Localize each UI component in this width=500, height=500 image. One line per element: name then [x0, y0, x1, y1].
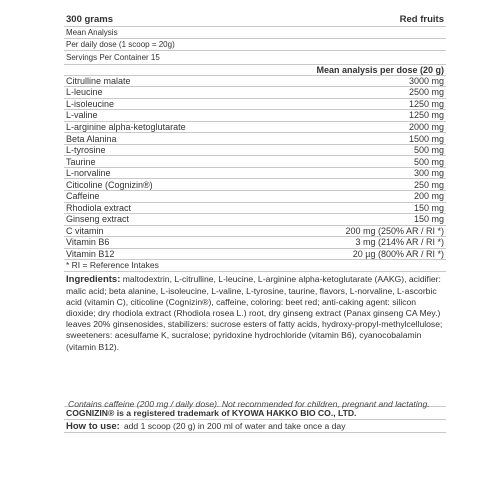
nutrient-value: 1250 mg: [408, 98, 444, 109]
nutrient-name: Taurine: [66, 156, 96, 167]
daily-dose-label: Per daily dose (1 scoop = 20g): [66, 40, 175, 49]
nutrient-name: C vitamin: [66, 225, 104, 236]
nutrient-name: L-tyrosine: [66, 145, 106, 156]
nutrient-name: Caffeine: [66, 191, 100, 202]
trademark-notice: COGNIZIN® is a registered trademark of KYOWA HAKKO BIO CO., LTD.: [64, 407, 446, 420]
ingredients-label: Ingredients:: [66, 274, 121, 286]
table-row: [64, 203, 446, 215]
nutrition-panel: [64, 12, 446, 433]
table-row: [64, 99, 446, 111]
nutrient-value: 20 µg (800% AR / RI *): [352, 249, 444, 260]
table-row: [64, 76, 446, 88]
table-row: [64, 110, 446, 122]
nutrient-name: Rhodiola extract: [66, 202, 132, 213]
nutrient-value: 200 mg: [413, 191, 444, 202]
how-to-use-row: [64, 420, 446, 433]
package-amount: 300 grams: [66, 13, 114, 25]
nutrient-value: 1250 mg: [408, 110, 444, 121]
nutrient-name: L-norvaline: [66, 168, 111, 179]
nutrient-name: Ginseng extract: [66, 214, 130, 225]
nutrient-value: 500 mg: [413, 145, 444, 156]
caffeine-warning: Contains caffeine (200 mg / daily dose). Not recommended for children, pregnant and lactating.: [68, 398, 430, 409]
nutrient-value: 2000 mg: [408, 122, 444, 132]
ingredients-block: [64, 272, 446, 407]
how-to-use-label: How to use:: [66, 420, 120, 432]
nutrient-value: 2500 mg: [408, 87, 444, 98]
nutrient-name: Beta Alanina: [66, 133, 117, 144]
nutrient-name: Citicoline (Cognizin®): [66, 179, 153, 190]
nutrient-value: 3000 mg: [408, 75, 444, 86]
ingredients-text: maltodextrin, L-citrulline, L-leucine, L-arginine alpha-ketoglutarate (AAKG), acidifier: malic acid; beta alanine, L-isoleucine, L-valine, L-tyrosine, taurine, flavors, L-norvaline, L-ascorbic acid (vitamin C), citicoline (Cognizin®), caffeine, coloring: beet red; anti-caking agent: silicon dioxide; dry rhodiola extract (Rhodiola rosea L.) root, dry ginseng extract (Panax ginseng CA Mey.) leaves 20% ginsenosides, stabilizers: sucrose esters of fatty acids, hydroxy-propyl-methylcellulose; sweeteners: acesulfame K, sucralose; pyridoxine hydrochloride (vitamin B6), cyanocobalamin (vitamin B12).: [66, 274, 443, 352]
table-row: [64, 133, 446, 145]
nutrient-value: 150 mg: [413, 214, 444, 225]
nutrient-value: 3 mg (214% AR / RI *): [355, 237, 444, 248]
mean-analysis-label: Mean Analysis: [66, 28, 118, 37]
table-row: [64, 87, 446, 99]
servings-row: [64, 51, 446, 64]
nutrient-value: 200 mg (250% AR / RI *): [345, 225, 444, 236]
nutrient-name: L-isoleucine: [66, 98, 115, 109]
reference-intake-footnote: * RI = Reference Intakes: [64, 260, 446, 272]
nutrient-name: L-arginine alpha-ketoglutarate: [66, 122, 186, 132]
nutrient-name: L-valine: [66, 110, 98, 121]
table-row: [64, 249, 446, 261]
flavor-label: Red fruits: [399, 13, 444, 25]
nutrient-name: Vitamin B12: [66, 249, 115, 260]
column-header-label: Mean analysis per dose (20 g): [316, 64, 444, 75]
table-row: [64, 156, 446, 168]
table-row: [64, 122, 446, 134]
nutrient-name: L-leucine: [66, 87, 103, 98]
table-row: [64, 179, 446, 191]
table-row: [64, 168, 446, 180]
table-row: [64, 214, 446, 226]
nutrient-name: Citrulline malate: [66, 75, 131, 86]
nutrient-name: Vitamin B6: [66, 237, 110, 248]
daily-dose-row: [64, 39, 446, 51]
nutrient-value: 150 mg: [413, 202, 444, 213]
how-to-use-text: add 1 scoop (20 g) in 200 ml of water and take once a day: [123, 421, 346, 432]
header-row: [64, 12, 446, 27]
nutrient-value: 500 mg: [413, 156, 444, 167]
table-row: [64, 145, 446, 157]
table-column-header: [64, 64, 446, 76]
nutrient-value: 1500 mg: [408, 133, 444, 144]
nutrient-value: 250 mg: [413, 179, 444, 190]
servings-label: Servings Per Container 15: [66, 53, 160, 62]
table-row: [64, 191, 446, 203]
nutrient-value: 300 mg: [413, 168, 444, 179]
nutrient-table: [64, 64, 446, 260]
table-row: [64, 226, 446, 238]
mean-analysis-row: [64, 27, 446, 39]
table-row: [64, 237, 446, 249]
